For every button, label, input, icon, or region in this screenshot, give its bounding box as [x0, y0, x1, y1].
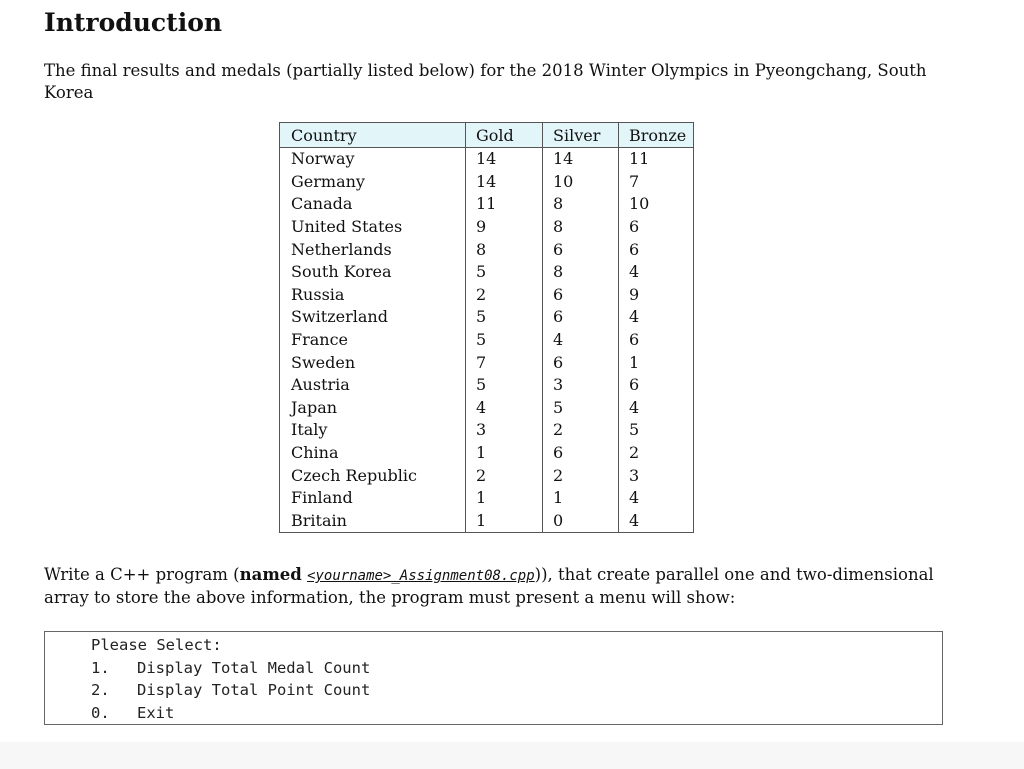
table-header-row	[280, 123, 694, 148]
cell-gold: 9	[466, 216, 543, 239]
menu-item	[91, 680, 370, 700]
cell-country: Russia	[291, 284, 345, 304]
task-suffix: )), that create parallel one and two-dimensional array to store the above information, the program must present a menu will show:	[44, 565, 934, 607]
cell-gold: 5	[466, 329, 543, 352]
cell-gold: 7	[466, 351, 543, 374]
cell-gold: 1	[466, 510, 543, 533]
cell-gold: 3	[466, 419, 543, 442]
cell-bronze: 4	[619, 397, 694, 420]
table-row	[280, 464, 694, 487]
cell-bronze: 6	[619, 216, 694, 239]
table-row	[280, 351, 694, 374]
menu-code-box	[44, 631, 943, 725]
cell-gold: 2	[466, 464, 543, 487]
table-row	[280, 306, 694, 329]
menu-item-label: Exit	[137, 704, 175, 722]
table-row	[280, 284, 694, 307]
cell-silver: 8	[543, 216, 619, 239]
table-row	[280, 419, 694, 442]
cell-bronze: 10	[619, 193, 694, 216]
menu-item-label: Display Total Point Count	[137, 681, 371, 699]
cell-silver: 6	[543, 351, 619, 374]
cell-country: Switzerland	[291, 307, 388, 327]
menu-item	[91, 703, 174, 723]
table-row	[280, 397, 694, 420]
cell-country: Austria	[291, 375, 350, 395]
cell-bronze: 2	[619, 442, 694, 465]
cell-gold: 14	[466, 171, 543, 194]
task-filename: <yourname>_Assignment08.cpp	[307, 568, 535, 584]
task-paragraph	[44, 564, 974, 609]
cell-gold: 5	[466, 306, 543, 329]
menu-title: Please Select:	[91, 636, 222, 654]
cell-bronze: 1	[619, 351, 694, 374]
menu-item-number: 2.	[91, 681, 110, 699]
cell-country: China	[291, 443, 339, 463]
cell-bronze: 9	[619, 284, 694, 307]
table-row	[280, 374, 694, 397]
bottom-shade	[0, 742, 1024, 769]
cell-country: Sweden	[291, 352, 356, 372]
cell-bronze: 3	[619, 464, 694, 487]
header-country: Country	[280, 123, 466, 148]
cell-silver: 6	[543, 238, 619, 261]
cell-silver: 8	[543, 193, 619, 216]
menu-item-number: 1.	[91, 659, 110, 677]
table-body	[280, 148, 694, 533]
table-row	[280, 329, 694, 352]
header-bronze: Bronze	[619, 123, 694, 148]
cell-gold: 1	[466, 442, 543, 465]
table-row	[280, 171, 694, 194]
cell-silver: 8	[543, 261, 619, 284]
cell-country: Canada	[291, 194, 353, 214]
cell-gold: 14	[466, 148, 543, 171]
cell-country: Norway	[291, 149, 355, 169]
cell-gold: 8	[466, 238, 543, 261]
table-row	[280, 216, 694, 239]
table-row	[280, 510, 694, 533]
task-prefix: Write a C++ program (	[44, 565, 240, 584]
cell-silver: 2	[543, 464, 619, 487]
section-heading: Introduction	[44, 8, 223, 37]
cell-silver: 10	[543, 171, 619, 194]
cell-gold: 5	[466, 261, 543, 284]
cell-bronze: 6	[619, 329, 694, 352]
table-row	[280, 487, 694, 510]
cell-country: France	[291, 330, 349, 350]
table-row	[280, 442, 694, 465]
header-silver: Silver	[543, 123, 619, 148]
cell-gold: 11	[466, 193, 543, 216]
cell-country: Czech Republic	[291, 465, 417, 485]
cell-bronze: 7	[619, 171, 694, 194]
cell-silver: 0	[543, 510, 619, 533]
cell-gold: 1	[466, 487, 543, 510]
cell-country: Italy	[291, 420, 328, 440]
cell-bronze: 4	[619, 261, 694, 284]
table-row	[280, 261, 694, 284]
cell-silver: 6	[543, 442, 619, 465]
cell-silver: 2	[543, 419, 619, 442]
cell-silver: 6	[543, 284, 619, 307]
cell-gold: 5	[466, 374, 543, 397]
cell-bronze: 5	[619, 419, 694, 442]
cell-country: Japan	[291, 397, 338, 417]
cell-silver: 6	[543, 306, 619, 329]
cell-country: Germany	[291, 171, 365, 191]
cell-country: Finland	[291, 488, 353, 508]
cell-gold: 2	[466, 284, 543, 307]
header-gold: Gold	[466, 123, 543, 148]
cell-country: Netherlands	[291, 239, 392, 259]
cell-country: United States	[291, 217, 403, 237]
cell-bronze: 4	[619, 510, 694, 533]
cell-bronze: 4	[619, 487, 694, 510]
table-row	[280, 148, 694, 171]
cell-country: Britain	[291, 510, 347, 530]
menu-item	[91, 658, 370, 678]
menu-item-number: 0.	[91, 704, 110, 722]
intro-paragraph: The final results and medals (partially listed below) for the 2018 Winter Olympics in Pyeongchang, South Korea	[44, 61, 927, 102]
task-named: named	[239, 565, 302, 584]
table-row	[280, 193, 694, 216]
cell-gold: 4	[466, 397, 543, 420]
cell-country: South Korea	[291, 262, 392, 282]
cell-silver: 1	[543, 487, 619, 510]
menu-item-label: Display Total Medal Count	[137, 659, 371, 677]
cell-silver: 14	[543, 148, 619, 171]
cell-silver: 3	[543, 374, 619, 397]
cell-bronze: 4	[619, 306, 694, 329]
cell-silver: 4	[543, 329, 619, 352]
cell-silver: 5	[543, 397, 619, 420]
medal-table	[279, 122, 694, 533]
cell-bronze: 6	[619, 374, 694, 397]
cell-bronze: 6	[619, 238, 694, 261]
table-row	[280, 238, 694, 261]
cell-bronze: 11	[619, 148, 694, 171]
